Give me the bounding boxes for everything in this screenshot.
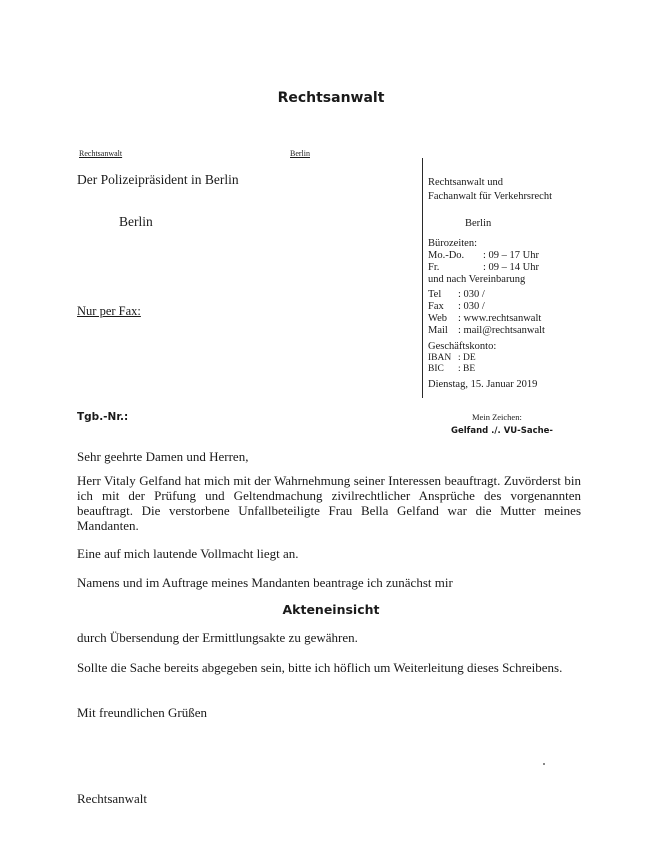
sidebar-contact-row (428, 301, 485, 312)
signature: Rechtsanwalt (77, 791, 148, 806)
contact-value: : www.rechtsanwalt (458, 313, 542, 324)
sender-city: Berlin (290, 149, 310, 158)
sidebar-hours-label: Bürozeiten: (428, 238, 477, 249)
sidebar-title-line1: Rechtsanwalt und (428, 177, 503, 188)
tgb-number-label: Tgb.-Nr.: (77, 411, 129, 423)
heading-file-inspection: Akteneinsicht (282, 602, 380, 617)
account-value: : DE (458, 353, 476, 363)
sidebar-hours-row (428, 250, 539, 261)
hours-days: Mo.-Do. (428, 250, 465, 261)
sidebar-title-line2: Fachanwalt für Verkehrsrecht (428, 191, 553, 202)
recipient-name: Der Polizeipräsident in Berlin (77, 172, 239, 187)
sidebar-contact-row (428, 289, 485, 300)
sidebar-hours-note: und nach Vereinbarung (428, 274, 526, 285)
closing: Mit freundlichen Grüßen (77, 705, 207, 720)
contact-label: Fax (428, 301, 444, 312)
sidebar-contact-row (428, 313, 541, 324)
paragraph-mandate: Herr Vitaly Gelfand hat mich mit der Wahrnehmung seiner Interessen beauftragt. Zuvörderst bin ich mit der Prüfung und Geltendmachung zivilrechtlicher Ansprüche des vorgenannten beauftragt. Die verstorbene Unfallbeteiligte Frau Bella Gelfand war die Mutter meines Mandanten. (77, 473, 581, 533)
contact-value: : 030 / (458, 289, 485, 300)
hours-time: : 09 – 17 Uhr (483, 250, 539, 261)
account-label: IBAN (428, 353, 452, 363)
account-value: : BE (458, 364, 476, 374)
letterhead-title: Rechtsanwalt (277, 90, 385, 106)
hours-time: : 09 – 14 Uhr (483, 262, 539, 273)
paragraph-transmission: durch Übersendung der Ermittlungsakte zu gewähren. (77, 630, 358, 645)
sender-label: Rechtsanwalt (79, 149, 123, 158)
contact-value: : mail@rechtsanwalt (458, 325, 545, 336)
my-reference-value: Gelfand ./. VU-Sache- (451, 426, 553, 436)
sidebar-date: Dienstag, 15. Januar 2019 (428, 379, 538, 390)
recipient-city: Berlin (119, 214, 153, 229)
contact-label: Tel (428, 289, 442, 300)
sidebar-divider (422, 158, 423, 398)
contact-label: Web (428, 313, 447, 324)
scan-speck (543, 763, 545, 765)
contact-value: : 030 / (458, 301, 485, 312)
sidebar-account-row (428, 364, 475, 374)
my-reference-label: Mein Zeichen: (472, 412, 522, 422)
sidebar-city: Berlin (465, 218, 492, 229)
contact-label: Mail (428, 325, 448, 336)
hours-days: Fr. (428, 262, 440, 273)
fax-note: Nur per Fax: (77, 304, 141, 318)
sidebar-hours-row (428, 262, 539, 273)
sidebar-account-row (428, 353, 476, 363)
sidebar-contact-row (428, 325, 545, 336)
account-label: BIC (428, 364, 444, 374)
sidebar-account-label: Geschäftskonto: (428, 341, 497, 352)
paragraph-power-of-attorney: Eine auf mich lautende Vollmacht liegt an. (77, 546, 299, 561)
paragraph-request: Namens und im Auftrage meines Mandanten beantrage ich zunächst mir (77, 575, 453, 590)
paragraph-forwarding: Sollte die Sache bereits abgegeben sein, bitte ich höflich um Weiterleitung dieses Schreibens. (77, 660, 563, 675)
salutation: Sehr geehrte Damen und Herren, (77, 449, 249, 464)
